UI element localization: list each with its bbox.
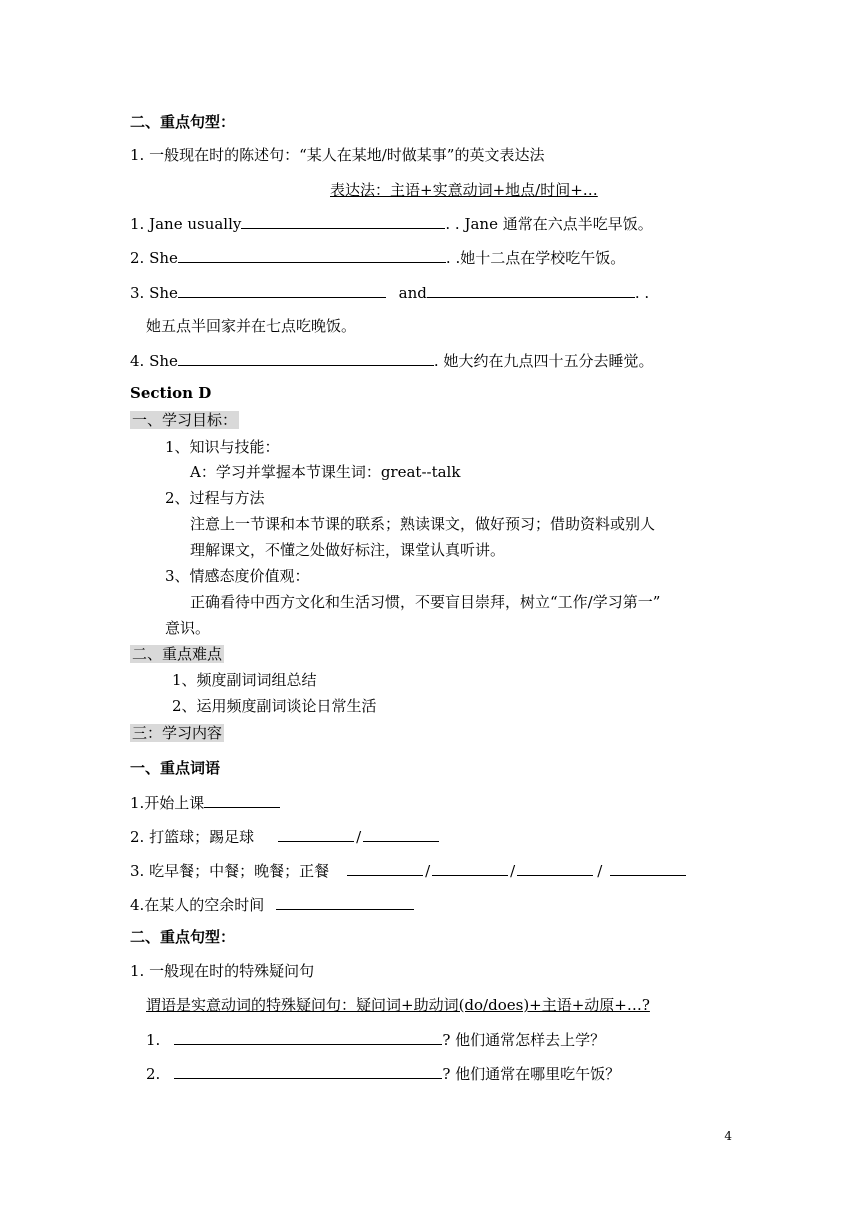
formula: 表达法：主语+实意动词+地点/时间+… — [330, 181, 598, 199]
goal-attitude: 3、情感态度价值观： — [165, 567, 310, 585]
item-number: 2. — [146, 1065, 161, 1083]
key-point-1: 1、频度副词词组总结 — [172, 671, 317, 689]
answer-blank[interactable] — [174, 1029, 442, 1045]
item-prefix: 4. She — [130, 352, 178, 370]
answer-blank[interactable] — [204, 792, 280, 808]
answer-blank[interactable] — [174, 1063, 442, 1079]
item-suffix: . . Jane 通常在六点半吃早饭。 — [445, 215, 653, 233]
answer-blank[interactable] — [610, 860, 686, 876]
key-points-heading — [130, 644, 224, 664]
item-suffix: ? 他们通常在哪里吃午饭？ — [442, 1065, 621, 1083]
answer-blank[interactable] — [178, 282, 386, 298]
vocab-item-3 — [130, 860, 686, 881]
item-prefix: 1. Jane usually — [130, 215, 242, 233]
exercise-item-4 — [130, 350, 653, 371]
item-suffix: . .她十二点在学校吃午饭。 — [445, 249, 626, 267]
vocab-item-2 — [130, 826, 439, 847]
answer-blank[interactable] — [432, 860, 508, 876]
answer-blank[interactable] — [347, 860, 423, 876]
goal-attitude-detail-1: 正确看待中西方文化和生活习惯，不要盲目崇拜，树立“工作/学习第一” — [190, 593, 661, 611]
separator: / — [510, 862, 516, 880]
formula-2: 谓语是实意动词的特殊疑问句：疑问词+助动词(do/does)+主语+动原+…? — [146, 996, 650, 1014]
goal-knowledge: 1、知识与技能： — [165, 438, 280, 456]
vocab-prompt: 3. 吃早餐；中餐；晚餐；正餐 — [130, 862, 330, 880]
section-heading-key-sentences-2: 二、重点句型： — [130, 928, 236, 946]
highlight: 一、学习目标： — [132, 411, 238, 429]
vocab-prompt: 1.开始上课 — [130, 794, 205, 812]
section-heading-key-sentences: 二、重点句型： — [130, 113, 236, 131]
vocab-prompt: 2. 打篮球；踢足球 — [130, 828, 255, 846]
item-suffix: ? 他们通常怎样去上学？ — [442, 1031, 606, 1049]
exercise-item-3 — [130, 282, 649, 303]
vocab-heading: 一、重点词语 — [130, 759, 221, 777]
highlight: 二、重点难点 — [132, 645, 223, 663]
exercise-item-2 — [130, 247, 625, 268]
section-d-title: Section D — [130, 384, 212, 402]
item-mid: and — [393, 284, 427, 302]
answer-blank[interactable] — [427, 282, 635, 298]
answer-blank[interactable] — [517, 860, 593, 876]
item-number: 1. — [146, 1031, 161, 1049]
separator: / — [597, 862, 603, 880]
learning-goals-heading — [130, 410, 239, 430]
separator: / — [356, 828, 362, 846]
vocab-item-4 — [130, 894, 414, 915]
separator: / — [425, 862, 431, 880]
goal-process-detail-2: 理解课文，不懂之处做好标注，课堂认真听讲。 — [190, 541, 506, 559]
goal-process-detail-1: 注意上一节课和本节课的联系；熟读课文，做好预习；借助资料或别人 — [190, 515, 656, 533]
rule-title: 1. 一般现在时的陈述句：“某人在某地/时做某事”的英文表达法 — [130, 146, 545, 164]
item-3-translation: 她五点半回家并在七点吃晚饭。 — [146, 317, 357, 335]
item-prefix: 3. She — [130, 284, 178, 302]
goal-process: 2、过程与方法 — [165, 489, 265, 507]
answer-blank[interactable] — [178, 350, 434, 366]
answer-blank[interactable] — [241, 213, 445, 229]
vocab-prompt: 4.在某人的空余时间 — [130, 896, 265, 914]
question-item-1 — [146, 1029, 605, 1050]
content-heading — [130, 723, 224, 743]
rule-title-2: 1. 一般现在时的特殊疑问句 — [130, 962, 315, 980]
answer-blank[interactable] — [278, 826, 354, 842]
exercise-item-1 — [130, 213, 653, 234]
answer-blank[interactable] — [178, 247, 446, 263]
item-suffix: . . — [634, 284, 650, 302]
key-point-2: 2、运用频度副词谈论日常生活 — [172, 697, 377, 715]
goal-knowledge-detail: A：学习并掌握本节课生词：great--talk — [190, 463, 461, 481]
page-number: 4 — [724, 1129, 732, 1143]
item-prefix: 2. She — [130, 249, 178, 267]
item-suffix: . 她大约在九点四十五分去睡觉。 — [433, 352, 654, 370]
vocab-item-1 — [130, 792, 280, 813]
question-item-2 — [146, 1063, 620, 1084]
answer-blank[interactable] — [276, 894, 414, 910]
goal-attitude-detail-2: 意识。 — [165, 619, 211, 637]
highlight: 三：学习内容 — [132, 724, 223, 742]
answer-blank[interactable] — [363, 826, 439, 842]
